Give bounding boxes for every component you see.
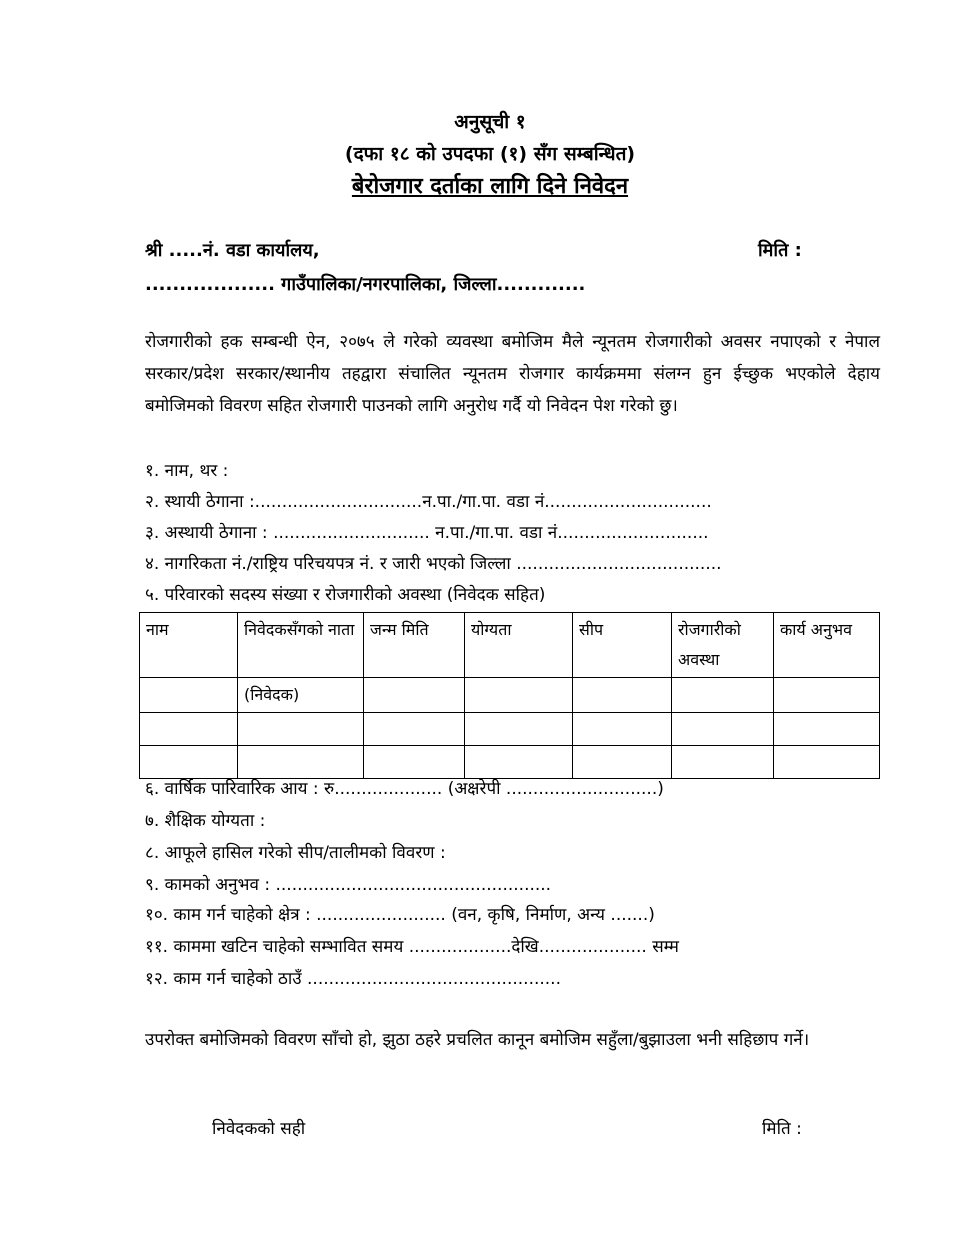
table-cell	[774, 713, 880, 746]
signature-label: निवेदकको सही	[212, 1119, 306, 1139]
column-header-name: नाम	[140, 613, 238, 678]
table-cell	[774, 678, 880, 713]
date-label-bottom: मिति :	[762, 1119, 802, 1139]
field-temporary-address: ३. अस्थायी ठेगाना : ............................. न.पा./गा.पा. वडा नं............................	[145, 523, 709, 543]
table-row	[140, 746, 880, 779]
column-header-employment-status: रोजगारीको अवस्था	[672, 613, 774, 678]
column-header-qualification: योग्यता	[465, 613, 573, 678]
table-cell	[573, 678, 672, 713]
table-cell	[238, 746, 364, 779]
field-desired-location: १२. काम गर्न चाहेको ठाउँ ...............................................	[145, 969, 561, 989]
table-cell	[465, 746, 573, 779]
field-permanent-address: २. स्थायी ठेगाना :...............................न.पा./गा.पा. वडा नं...............................	[145, 492, 712, 512]
field-family-members: ५. परिवारको सदस्य संख्या र रोजगारीको अवस्था (निवेदक सहित)	[145, 585, 546, 605]
field-citizenship: ४. नागरिकता नं./राष्ट्रिय परिचयपत्र नं. र जारी भएको जिल्ला ......................................	[145, 554, 722, 574]
table-cell	[465, 678, 573, 713]
table-cell	[140, 746, 238, 779]
document-title	[0, 170, 980, 200]
field-skills-training: ८. आफूले हासिल गरेको सीप/तालीमको विवरण :	[145, 843, 446, 863]
column-header-birthdate: जन्म मिति	[364, 613, 465, 678]
table-cell	[238, 713, 364, 746]
column-header-skill: सीप	[573, 613, 672, 678]
family-members-table	[139, 612, 880, 779]
table-cell	[573, 713, 672, 746]
field-education: ७. शैक्षिक योग्यता :	[145, 811, 266, 831]
date-label-top: मिति :	[758, 240, 802, 261]
field-work-experience: ९. कामको अनुभव : ...................................................	[145, 875, 552, 895]
table-cell	[672, 713, 774, 746]
table-cell	[140, 713, 238, 746]
table-header-row	[140, 613, 880, 678]
table-cell	[364, 713, 465, 746]
table-cell	[364, 746, 465, 779]
section-reference: (दफा १८ को उपदफा (१) सँग सम्बन्धित)	[344, 143, 636, 165]
table-row	[140, 713, 880, 746]
field-name: १. नाम, थर :	[145, 461, 229, 481]
municipality-district-line: ................... गाउँपालिका/नगरपालिका, जिल्ला.............	[145, 274, 586, 295]
declaration-paragraph: उपरोक्त बमोजिमको विवरण साँचो हो, झुठा ठहरे प्रचलित कानून बमोजिम सहुँला/बुझाउला भनी सहिछाप गर्ने।	[145, 1030, 810, 1050]
column-header-relation: निवेदकसँगको नाता	[238, 613, 364, 678]
table-cell	[672, 746, 774, 779]
table-cell	[573, 746, 672, 779]
field-desired-sector: १०. काम गर्न चाहेको क्षेत्र : ........................ (वन, कृषि, निर्माण, अन्य .......)	[145, 905, 655, 925]
request-paragraph: रोजगारीको हक सम्बन्धी ऐन, २०७५ ले गरेको व्यवस्था बमोजिम मैले न्यूनतम रोजगारीको अवसर नपाएको र नेपाल सरकार/प्रदेश सरकार/स्थानीय तहद्वारा संचालित न्यूनतम रोजगार कार्यक्रममा संलग्न हुन ईच्छुक भएकोले देहाय बमोजिमको विवरण सहित रोजगारी पाउनको लागि अनुरोध गर्दै यो निवेदन पेश गरेको छु।	[145, 332, 880, 416]
document-title-text: बेरोजगार दर्ताका लागि दिने निवेदन	[351, 174, 629, 199]
table-row	[140, 678, 880, 713]
field-annual-income: ६. वार्षिक पारिवारिक आय : रु.................... (अक्षरेपी ............................)	[145, 779, 664, 799]
table-cell	[364, 678, 465, 713]
table-cell	[774, 746, 880, 779]
table-cell	[465, 713, 573, 746]
office-address-line: श्री .....नं. वडा कार्यालय,	[145, 240, 320, 261]
table-cell: (निवेदक)	[238, 678, 364, 713]
table-cell	[672, 678, 774, 713]
column-header-work-experience: कार्य अनुभव	[774, 613, 880, 678]
field-available-period: ११. काममा खटिन चाहेको सम्भावित समय ...................देखि.................... सम्म	[145, 937, 679, 957]
table-cell	[140, 678, 238, 713]
schedule-heading: अनुसूची १	[454, 111, 526, 133]
